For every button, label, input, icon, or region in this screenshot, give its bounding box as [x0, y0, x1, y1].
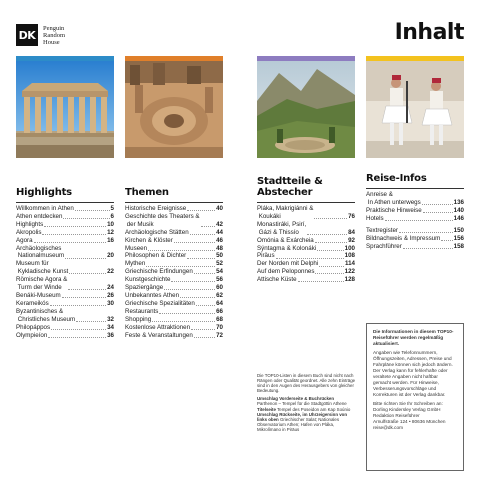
toc-entry-title: Piräus [257, 252, 275, 260]
dot-leader [385, 220, 453, 221]
toc-entry-page: 50 [216, 252, 223, 260]
toc-entry[interactable] [257, 205, 355, 221]
dot-leader [307, 234, 347, 235]
toc-entry-page: 100 [344, 244, 355, 252]
dot-leader [174, 242, 215, 243]
toc-entry-title: Attische Küste [257, 276, 297, 284]
dot-leader [68, 289, 106, 290]
toc-entry-title: Kostenlose Attraktionen [125, 323, 191, 331]
toc-entry-title: Unbekanntes Athen [125, 291, 180, 299]
toc-entry-title: Feste & Veranstaltungen [125, 331, 193, 339]
dot-leader [42, 234, 106, 235]
toc-entry-page: 46 [216, 236, 223, 244]
toc-entry-title: Historische Ereignisse [125, 205, 187, 212]
dot-leader [315, 273, 343, 274]
toc-entry-page: 36 [107, 331, 114, 339]
toc-entry[interactable] [16, 260, 114, 276]
dot-leader [69, 273, 106, 274]
toc-entry-title: Museen [125, 244, 148, 252]
toc-entry[interactable] [366, 215, 464, 223]
toc-entry-page: 114 [345, 260, 355, 268]
dot-leader [76, 321, 106, 322]
toc-entry[interactable] [16, 221, 114, 229]
toc-entry[interactable] [366, 191, 464, 207]
toc-entry-page: 66 [216, 307, 223, 315]
toc-entry-title: Benáki-Museum [16, 291, 61, 299]
toc-entry[interactable] [125, 205, 223, 213]
dot-leader [201, 226, 216, 227]
toc-entry-title: Sýntagma & Kolonáki [257, 244, 317, 252]
toc-entry-page: 146 [453, 214, 464, 222]
dot-leader [319, 266, 344, 267]
toc-entry[interactable] [125, 284, 223, 292]
toc-entry-page: 70 [216, 323, 223, 331]
toc-entry-page: 60 [216, 284, 223, 292]
toc-entry-title: Archäologische Stätten [125, 228, 189, 236]
toc-entry-title: Byzantinisches & Christliches Museum [16, 307, 76, 323]
toc-entry-page: 76 [348, 212, 355, 220]
toc-list [16, 205, 114, 339]
publisher-name: Penguin Random House [43, 25, 66, 46]
toc-entry-page: 16 [107, 236, 114, 244]
toc-entry-page: 5 [110, 205, 114, 212]
toc-entry-page: 24 [107, 284, 114, 292]
dot-leader [171, 281, 215, 282]
toc-entry[interactable] [257, 245, 355, 253]
toc-entry-page: 10 [107, 220, 114, 228]
toc-entry[interactable] [125, 213, 223, 229]
dot-leader [180, 297, 215, 298]
dot-leader [48, 337, 106, 338]
toc-entry-page: 22 [107, 268, 114, 276]
toc-entry[interactable] [16, 308, 114, 324]
dot-leader [164, 289, 215, 290]
update-notice-box: Die Informationen in diesem TOP10-Reiseführer werden regelmäßig aktualisiert. Angaben wie Telefonnummern, Öffnungszeiten, Adressen, Preise und Fahrpläne können sich jedoch ändern. Der Verlag kann für fehlerhafte oder veraltete Angaben nicht haftbar gemacht werden. Für Hinweise, Verbesserungsvorschläge und Korrekturen ist der Verlag dankbar. Bitte richten Sie Ihr Schreiben an: Dorling Kindersley Verlag GmbH Redaktion Reiseführer Arnulfstraße 124 • 80636 München reise@dk.com [366, 323, 464, 471]
toc-entry-title: Spaziergänge [125, 284, 164, 292]
toc-entry[interactable] [366, 207, 464, 215]
toc-entry-page: 20 [107, 252, 114, 260]
dot-leader [298, 281, 344, 282]
toc-entry-title: Textregister [366, 227, 398, 235]
toc-entry-page: 42 [216, 220, 223, 228]
photo-delphi-landscape [257, 61, 355, 158]
dot-leader [276, 258, 344, 259]
toc-entry-title: Akropolis [16, 228, 42, 236]
dot-leader [187, 258, 215, 259]
toc-entry[interactable] [257, 237, 355, 245]
dot-leader [51, 329, 106, 330]
toc-entry[interactable] [16, 332, 114, 340]
toc-entry[interactable] [16, 245, 114, 261]
dot-leader [63, 218, 109, 219]
toc-entry-title: Bildnachweis & Impressum [366, 235, 441, 243]
toc-entry-title: Sprachführer [366, 242, 402, 250]
toc-entry-page: 62 [216, 291, 223, 299]
page-header [16, 20, 464, 48]
toc-entry-page: 44 [216, 228, 223, 236]
toc-entry-title: Museum für Kykladische Kunst [16, 260, 69, 276]
section-title: Themen [125, 168, 223, 203]
toc-entry-page: 108 [344, 252, 355, 260]
toc-entry[interactable] [257, 260, 355, 268]
toc-entry-title: Griechische Spezialitäten [125, 299, 195, 307]
toc-entry[interactable] [125, 316, 223, 324]
toc-entry-title: Restaurants [125, 307, 159, 315]
toc-entry-page: 64 [216, 299, 223, 307]
dot-leader [34, 242, 107, 243]
toc-entry-page: 92 [348, 236, 355, 244]
dot-leader [314, 218, 347, 219]
toc-list [125, 205, 223, 339]
toc-entry[interactable] [125, 268, 223, 276]
section-highlights [16, 56, 114, 339]
toc-entry-page: 30 [107, 299, 114, 307]
toc-entry-title: Römische Agora & Turm der Winde [16, 276, 68, 292]
toc-entry-title: Kirchen & Klöster [125, 236, 173, 244]
toc-entry-page: 32 [107, 315, 114, 323]
toc-entry-title: Olympieíon [16, 331, 48, 339]
toc-entry-page: 52 [216, 260, 223, 268]
toc-entry-title: Philosophen & Dichter [125, 252, 187, 260]
toc-entry[interactable] [125, 324, 223, 332]
photo-evzones-guard [366, 61, 464, 158]
toc-entry-title: Willkommen in Athen [16, 205, 74, 212]
toc-entry[interactable] [366, 235, 464, 243]
toc-entry-title: Auf dem Peloponnes [257, 268, 315, 276]
dot-leader [403, 248, 453, 249]
toc-entry-title: Kerameikós [16, 299, 49, 307]
dot-leader [399, 232, 453, 233]
toc-entry-page: 12 [107, 228, 114, 236]
toc-entry-page: 150 [453, 227, 464, 235]
toc-list [257, 205, 355, 284]
toc-entry[interactable] [16, 205, 114, 213]
dot-leader [194, 273, 215, 274]
toc-entry-title: Monastiráki, Psirí, Gázi & Thissío [257, 220, 307, 236]
toc-entry-page: 156 [453, 235, 464, 243]
imprint-text: Die TOP10-Listen in diesem Buch sind nicht nach Rängen oder Qualität geordnet. Alle zehn Einträge sind in den Augen des Herausgebers von gleicher Bedeutung. Umschlag Vorderseite & Buchrücken Parthenon – Tempel für die Stadtgöttin Athene Titelseite Tempel des Poseidon am Kap Soúnio Umschlag Rückseite, im Uhrzeigersinn von links oben Griechischer Salat; Nationales Observatorium Athen; Hafen von Pláka, Mikrolímano in Piräus [257, 373, 356, 432]
toc-entry-page: 158 [453, 242, 464, 250]
toc-entry-page: 40 [216, 205, 223, 212]
section-title: Highlights [16, 168, 114, 203]
toc-entry-page: 26 [107, 291, 114, 299]
toc-entry-page: 48 [216, 244, 223, 252]
toc-entry-page: 56 [216, 276, 223, 284]
toc-entry-page: 68 [216, 315, 223, 323]
toc-entry-title: Mythen [125, 260, 146, 268]
toc-entry[interactable] [16, 237, 114, 245]
toc-entry-title: Omónia & Exárcheia [257, 236, 314, 244]
dot-leader [317, 250, 344, 251]
toc-entry[interactable] [125, 292, 223, 300]
toc-entry[interactable] [125, 260, 223, 268]
dot-leader [191, 329, 215, 330]
toc-entry-title: Highlights [16, 220, 44, 228]
dot-leader [148, 250, 215, 251]
toc-entry-page: 6 [110, 212, 114, 220]
toc-entry[interactable] [16, 300, 114, 308]
dot-leader [44, 226, 106, 227]
section-title: Reise-Infos [366, 168, 464, 189]
dot-leader [62, 297, 106, 298]
dot-leader [196, 305, 215, 306]
toc-entry[interactable] [16, 292, 114, 300]
toc-entry-title: Kunstgeschichte [125, 276, 171, 284]
section-stadtteile [257, 56, 355, 284]
dot-leader [75, 210, 110, 211]
toc-entry[interactable] [16, 229, 114, 237]
toc-entry-title: Praktische Hinweise [366, 206, 422, 214]
toc-entry[interactable] [366, 243, 464, 251]
toc-entry[interactable] [125, 237, 223, 245]
toc-entry-page: 72 [216, 331, 223, 339]
page-title: Inhalt [394, 20, 464, 45]
toc-entry[interactable] [16, 213, 114, 221]
toc-entry-page: 136 [453, 198, 464, 206]
toc-entry-title: Geschichte des Theaters & der Musik [125, 212, 200, 228]
dot-leader [65, 258, 106, 259]
toc-entry-page: 84 [348, 228, 355, 236]
dot-leader [194, 337, 215, 338]
toc-entry-title: Pláka, Makrigiánni & Koukáki [257, 205, 314, 220]
toc-entry-title: Der Norden mit Delphi [257, 260, 319, 268]
toc-entry-title: Archäologisches Nationalmuseum [16, 244, 65, 260]
dot-leader [187, 210, 215, 211]
section-title: Stadtteile & Abstecher [257, 168, 355, 203]
toc-entry-page: 122 [344, 268, 355, 276]
toc-entry[interactable] [125, 229, 223, 237]
dot-leader [423, 212, 453, 213]
toc-entry-title: Philopáppos [16, 323, 51, 331]
toc-entry-page: 54 [216, 268, 223, 276]
toc-entry[interactable] [16, 276, 114, 292]
toc-entry[interactable] [125, 252, 223, 260]
section-reiseinfos [366, 56, 464, 251]
toc-entry[interactable] [125, 332, 223, 340]
toc-entry[interactable] [125, 276, 223, 284]
dot-leader [190, 234, 215, 235]
dot-leader [152, 321, 215, 322]
toc-entry-title: Athen entdecken [16, 212, 63, 220]
dot-leader [315, 242, 347, 243]
photo-ancient-ruins [125, 61, 223, 158]
toc-list [366, 191, 464, 251]
section-themen [125, 56, 223, 339]
toc-entry[interactable] [125, 300, 223, 308]
toc-entry-title: Agora [16, 236, 33, 244]
photo-parthenon [16, 61, 114, 158]
toc-entry-title: Griechische Erfindungen [125, 268, 193, 276]
toc-entry-page: 34 [107, 323, 114, 331]
toc-entry[interactable] [257, 268, 355, 276]
dot-leader [50, 305, 106, 306]
toc-entry[interactable] [16, 324, 114, 332]
dot-leader [422, 204, 453, 205]
toc-entry[interactable] [257, 252, 355, 260]
toc-entry[interactable] [125, 308, 223, 316]
dot-leader [146, 266, 215, 267]
toc-entry-title: Anreise & In Athen unterwegs [366, 191, 421, 206]
toc-entry-title: Hotels [366, 214, 384, 222]
toc-entry[interactable] [125, 245, 223, 253]
toc-entry[interactable] [366, 227, 464, 235]
toc-entry-page: 140 [453, 206, 464, 214]
toc-entry[interactable] [257, 276, 355, 284]
toc-entry-page: 128 [344, 276, 355, 284]
dot-leader [441, 240, 452, 241]
toc-entry-title: Shopping [125, 315, 152, 323]
dk-logo: DK [16, 24, 38, 46]
toc-entry[interactable] [257, 221, 355, 237]
dot-leader [159, 313, 215, 314]
